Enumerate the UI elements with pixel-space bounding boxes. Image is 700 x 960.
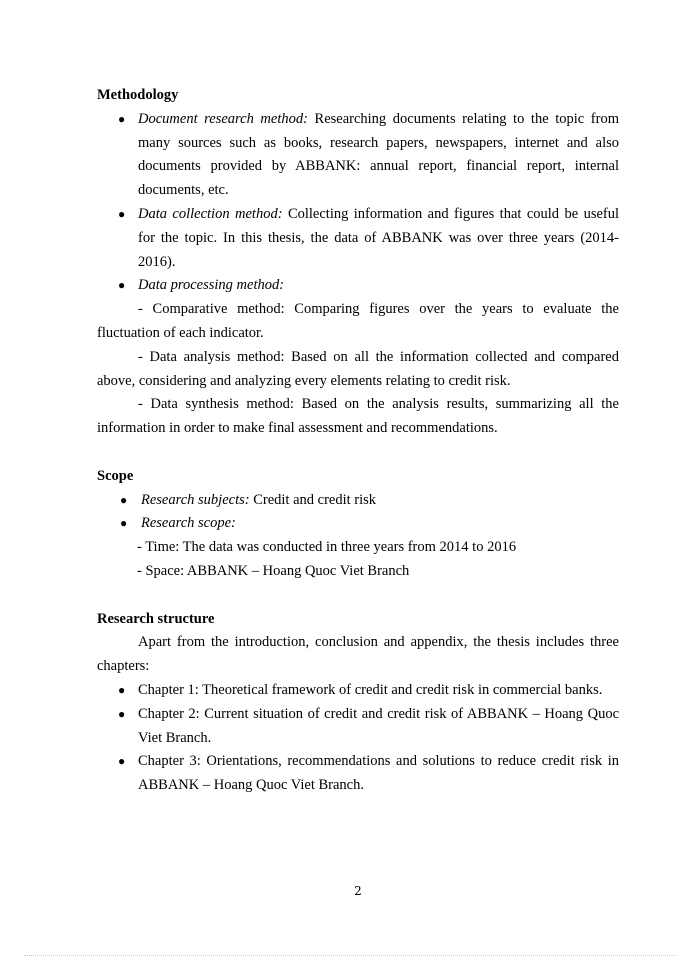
bullet-label: Research scope: (141, 515, 236, 532)
scope-line: - Time: The data was conducted in three years from 2014 to 2016 (137, 539, 517, 556)
page-number: 2 (354, 884, 362, 898)
chapter-text: Chapter 2: Current situation of credit and credit risk of ABBANK – Hoang Quoc Viet Branch. (138, 705, 619, 746)
bullet-label: Research subjects: (141, 491, 250, 508)
bullet-text: Researching documents relating to the topic from many sources such as books, research papers, newspapers, internet and also documents provided by ABBANK: annual report, financial report, internal documents, etc. (138, 110, 619, 199)
chapter-text: Chapter 3: Orientations, recommendations and solutions to reduce credit risk in ABBANK – Hoang Quoc Viet Branch. (138, 753, 619, 794)
bullet-text: Credit and credit risk (249, 491, 377, 508)
section-spacer (97, 441, 619, 465)
structure-heading: Research structure (97, 610, 215, 627)
bullet-label: Data processing method: (138, 277, 285, 294)
bullet-dot-icon: ● (118, 682, 126, 697)
bullet-dot-icon: ● (118, 111, 126, 126)
method-paragraph: - Comparative method: Comparing figures over the years to evaluate the fluctuation of each indicator. (97, 301, 619, 341)
chapter-text: Chapter 1: Theoretical framework of credit and credit risk in commercial banks. (138, 681, 603, 698)
chapter-bullet (97, 750, 619, 798)
bullet-text: Collecting information and figures that could be useful for the topic. In this thesis, the data of ABBANK was over three years (2014-2016). (138, 205, 619, 270)
bullet-dot-icon: ● (118, 278, 126, 293)
methodology-bullet (97, 274, 619, 298)
scope-bullet (97, 489, 619, 513)
bullet-dot-icon: ● (120, 516, 128, 531)
methodology-heading: Methodology (97, 87, 179, 103)
method-paragraph: - Data analysis method: Based on all the information collected and compared above, considering and analyzing every elements relating to credit risk. (97, 348, 619, 389)
bullet-label: Document research method: (138, 110, 308, 127)
chapter-bullet (97, 703, 619, 751)
methodology-bullet (97, 108, 619, 203)
bullet-dot-icon: ● (118, 706, 126, 721)
method-paragraph: - Data synthesis method: Based on the analysis results, summarizing all the information in order to make final assessment and recommendations. (97, 396, 619, 437)
bullet-label: Data collection method: (138, 205, 283, 222)
bullet-dot-icon: ● (118, 206, 126, 221)
scope-bullet (97, 512, 619, 536)
section-spacer (97, 584, 619, 608)
chapter-bullet (97, 679, 619, 703)
structure-intro: Apart from the introduction, conclusion and appendix, the thesis includes three chapters: (97, 634, 619, 675)
methodology-bullet (97, 203, 619, 274)
page-boundary-divider (24, 955, 676, 956)
page-content (97, 84, 619, 798)
bullet-dot-icon: ● (118, 754, 126, 769)
scope-heading: Scope (97, 467, 134, 484)
bullet-dot-icon: ● (120, 492, 128, 507)
scope-line: - Space: ABBANK – Hoang Quoc Viet Branch (137, 562, 410, 579)
